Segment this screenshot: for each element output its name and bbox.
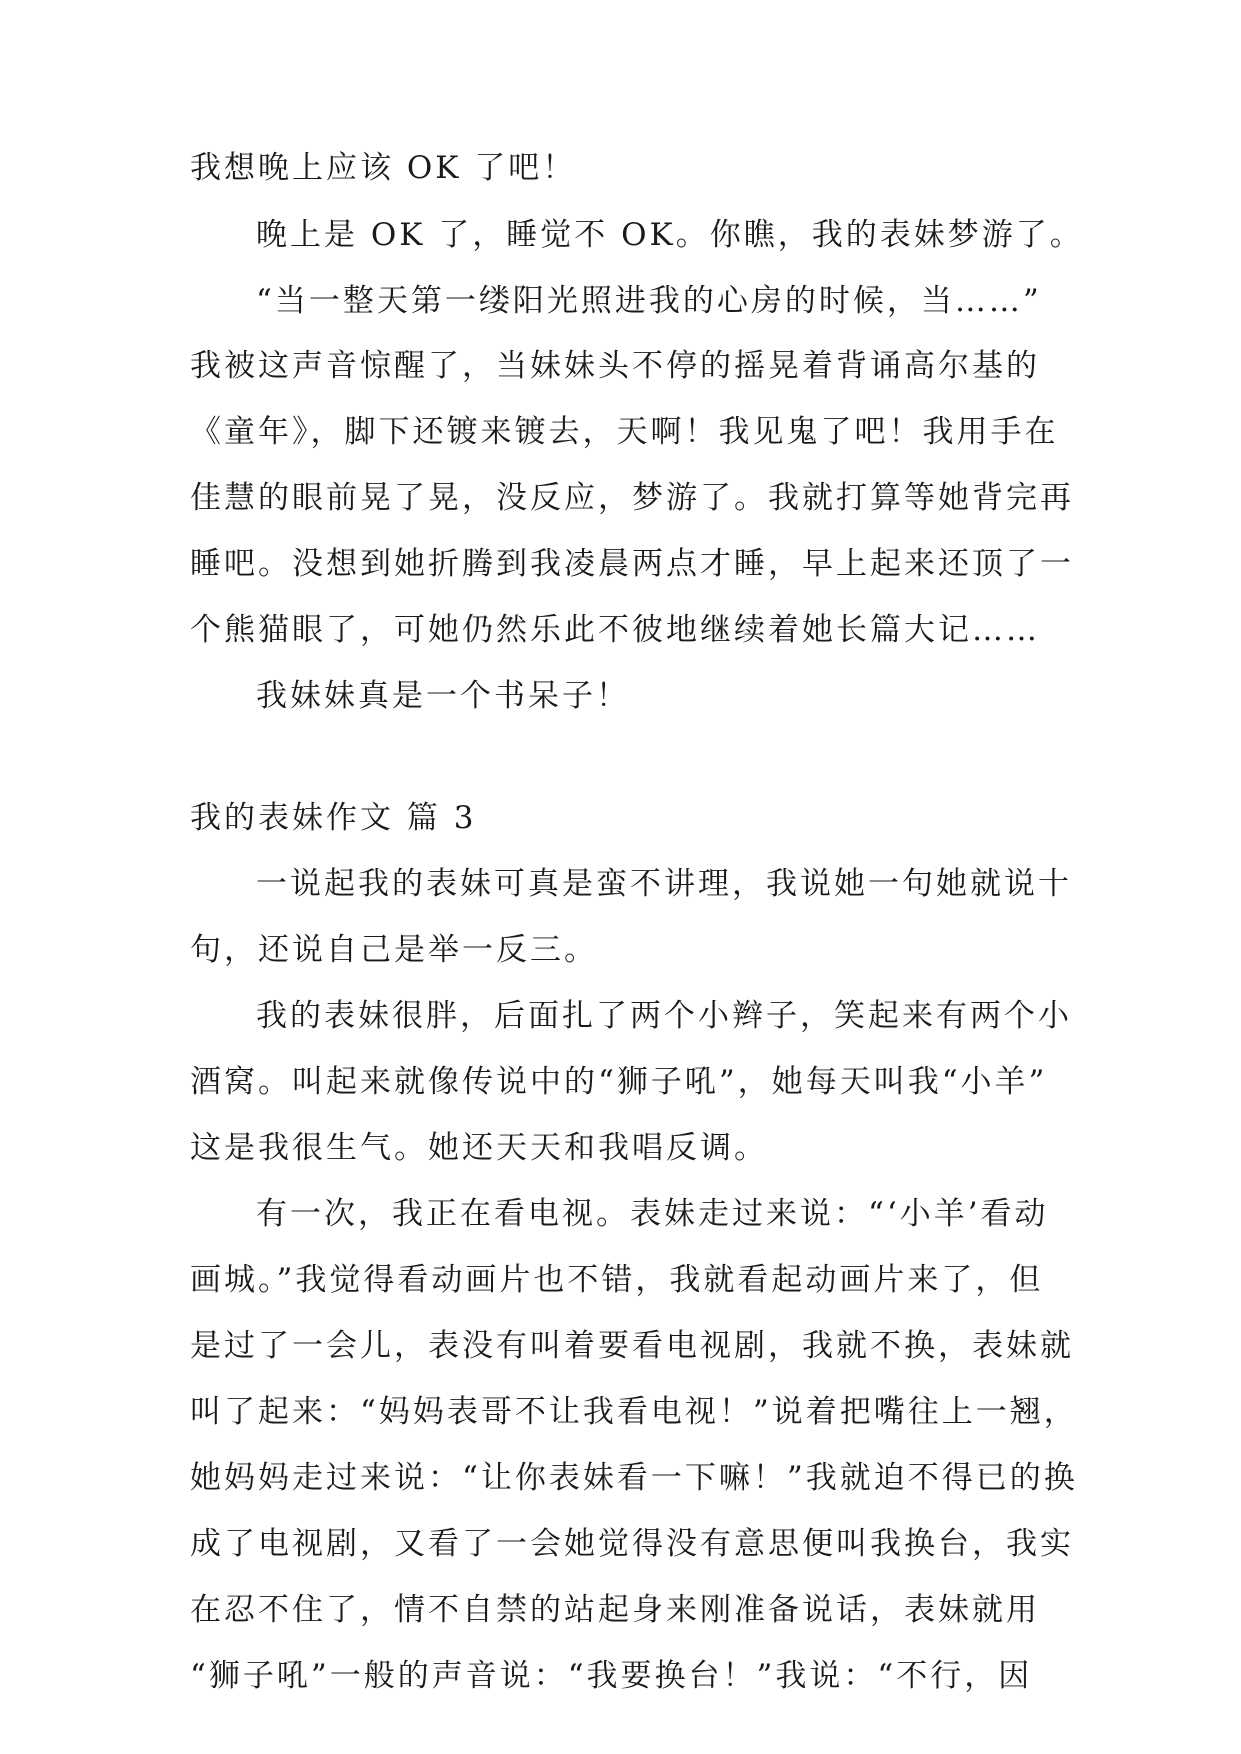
text-line: 我妹妹真是一个书呆子！ (256, 678, 630, 714)
text-line: 佳慧的眼前晃了晃，没反应，梦游了。我就打算等她背完再 (190, 480, 1074, 516)
text-line: 这是我很生气。她还天天和我唱反调。 (190, 1130, 768, 1166)
text-line: 个熊猫眼了，可她仍然乐此不彼地继续着她长篇大记…… (190, 612, 1040, 648)
text-line: 句，还说自己是举一反三。 (190, 932, 598, 968)
text-line: 一说起我的表妹可真是蛮不讲理，我说她一句她就说十 (256, 866, 1072, 902)
text-line: 在忍不住了，情不自禁的站起身来刚准备说话，表妹就用 (190, 1592, 1040, 1628)
text-line: 有一次，我正在看电视。表妹走过来说：“‘小羊’看动 (256, 1196, 1049, 1232)
text-line: 是过了一会儿，表没有叫着要看电视剧，我就不换，表妹就 (190, 1328, 1074, 1364)
text-line: 睡吧。没想到她折腾到我凌晨两点才睡，早上起来还顶了一 (190, 546, 1074, 582)
section-heading: 我的表妹作文 篇 3 (190, 800, 477, 836)
text-line: 成了电视剧，又看了一会她觉得没有意思便叫我换台，我实 (190, 1526, 1074, 1562)
text-line: 《童年》，脚下还镀来镀去，天啊！我见鬼了吧！我用手在 (190, 414, 1059, 450)
text-line: 她妈妈走过来说：“让你表妹看一下嘛！”我就迫不得已的换 (190, 1460, 1078, 1496)
text-line: 我想晚上应该 OK 了吧！ (190, 150, 577, 186)
text-line: 酒窝。叫起来就像传说中的“狮子吼”，她每天叫我“小羊” (190, 1064, 1048, 1100)
text-line: 我的表妹很胖，后面扎了两个小辫子，笑起来有两个小 (256, 998, 1072, 1034)
text-line: 画城。”我觉得看动画片也不错，我就看起动画片来了，但 (190, 1262, 1044, 1298)
text-line: “当一整天第一缕阳光照进我的心房的时候，当……” (256, 283, 1042, 319)
text-line: 晚上是 OK 了，睡觉不 OK。你瞧，我的表妹梦游了。 (256, 217, 1084, 253)
text-line: 我被这声音惊醒了，当妹妹头不停的摇晃着背诵高尔基的 (190, 348, 1040, 384)
text-line: “狮子吼”一般的声音说：“我要换台！”我说：“不行，因 (190, 1658, 1033, 1694)
text-line: 叫了起来：“妈妈表哥不让我看电视！”说着把嘴往上一翘， (190, 1394, 1078, 1430)
